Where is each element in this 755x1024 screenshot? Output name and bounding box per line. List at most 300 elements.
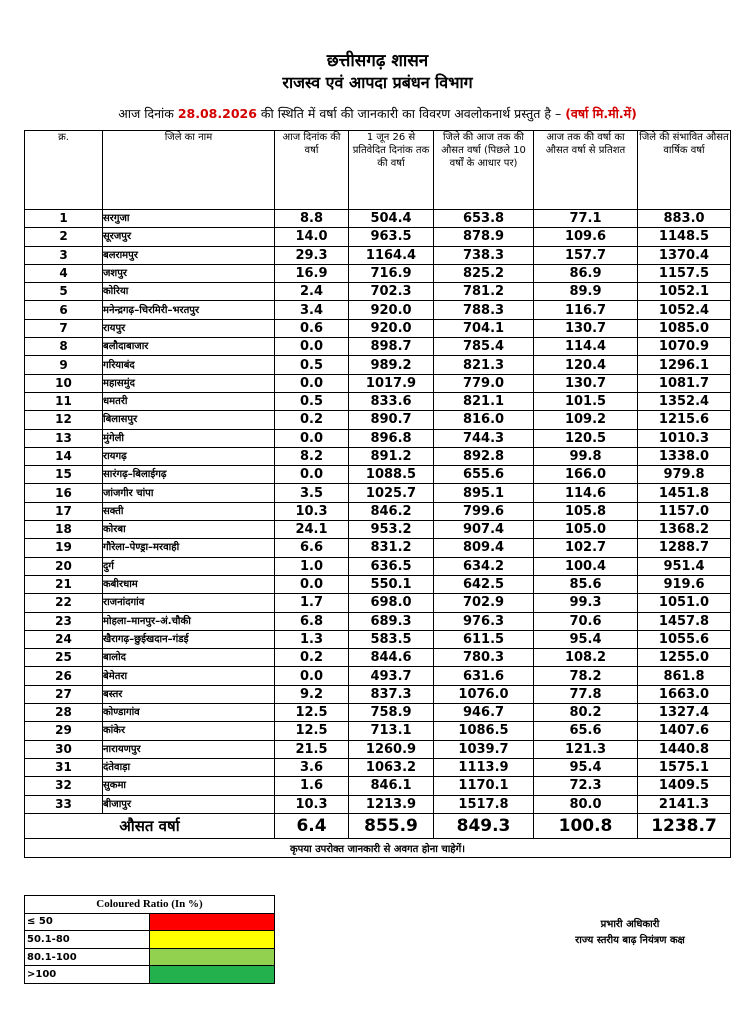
value-cell: 689.3 xyxy=(349,612,434,630)
value-cell: 1.0 xyxy=(275,557,349,575)
value-cell: 78.2 xyxy=(534,667,638,685)
value-cell: 114.6 xyxy=(534,484,638,502)
serial-cell: 10 xyxy=(25,374,103,392)
value-cell: 1407.6 xyxy=(638,722,731,740)
serial-cell: 31 xyxy=(25,758,103,776)
value-cell: 895.1 xyxy=(434,484,534,502)
value-cell: 108.2 xyxy=(534,649,638,667)
district-name-cell: गौरेला–पेण्ड्रा–मरवाही xyxy=(103,539,275,557)
value-cell: 1296.1 xyxy=(638,356,731,374)
value-cell: 738.3 xyxy=(434,246,534,264)
value-cell: 989.2 xyxy=(349,356,434,374)
page-title: छत्तीसगढ़ शासन xyxy=(326,51,429,71)
value-cell: 1.3 xyxy=(275,630,349,648)
value-cell: 0.0 xyxy=(275,338,349,356)
legend-swatch xyxy=(150,948,275,966)
value-cell: 105.0 xyxy=(534,521,638,539)
value-cell: 833.6 xyxy=(349,392,434,410)
value-cell: 821.3 xyxy=(434,356,534,374)
value-cell: 1170.1 xyxy=(434,777,534,795)
district-name-cell: गरियाबंद xyxy=(103,356,275,374)
value-cell: 844.6 xyxy=(349,649,434,667)
table-body xyxy=(25,210,731,858)
value-cell: 77.1 xyxy=(534,210,638,228)
unit-label: (वर्षा मि.मी.में) xyxy=(565,106,637,121)
value-cell: 3.6 xyxy=(275,758,349,776)
value-cell: 799.6 xyxy=(434,502,534,520)
district-name-cell: मोहला–मानपुर–अं.चौकी xyxy=(103,612,275,630)
value-cell: 114.4 xyxy=(534,338,638,356)
value-cell: 780.3 xyxy=(434,649,534,667)
district-name-cell: बालोद xyxy=(103,649,275,667)
table-row xyxy=(25,466,731,484)
serial-cell: 7 xyxy=(25,319,103,337)
serial-cell: 19 xyxy=(25,539,103,557)
legend-swatch xyxy=(150,913,275,931)
serial-cell: 23 xyxy=(25,612,103,630)
average-row xyxy=(25,813,731,838)
column-header: जिले की आज तक की औसत वर्षा (पिछले 10 वर्षों के आधार पर) xyxy=(434,131,534,210)
department-title: राजस्व एवं आपदा प्रबंधन विभाग xyxy=(282,73,473,92)
note-row xyxy=(25,838,731,857)
value-cell: 831.2 xyxy=(349,539,434,557)
value-cell: 1055.6 xyxy=(638,630,731,648)
subline-suffix: की स्थिति में वर्षा की जानकारी का विवरण अवलोकनार्थ प्रस्तुत है – xyxy=(256,106,566,121)
value-cell: 12.5 xyxy=(275,704,349,722)
value-cell: 920.0 xyxy=(349,301,434,319)
legend-item xyxy=(25,948,275,966)
value-cell: 1017.9 xyxy=(349,374,434,392)
value-cell: 89.9 xyxy=(534,283,638,301)
value-cell: 3.5 xyxy=(275,484,349,502)
value-cell: 946.7 xyxy=(434,704,534,722)
district-name-cell: खैरागढ़–छुईखदान–गंडई xyxy=(103,630,275,648)
report-subline xyxy=(0,105,755,122)
district-name-cell: बलरामपुर xyxy=(103,246,275,264)
district-name-cell: बलौदाबाजार xyxy=(103,338,275,356)
value-cell: 891.2 xyxy=(349,447,434,465)
district-name-cell: रायगढ़ xyxy=(103,447,275,465)
table-row xyxy=(25,704,731,722)
value-cell: 583.5 xyxy=(349,630,434,648)
value-cell: 0.0 xyxy=(275,575,349,593)
value-cell: 788.3 xyxy=(434,301,534,319)
value-cell: 65.6 xyxy=(534,722,638,740)
value-cell: 1088.5 xyxy=(349,466,434,484)
table-row xyxy=(25,539,731,557)
legend-header xyxy=(25,896,275,914)
table-row xyxy=(25,484,731,502)
value-cell: 72.3 xyxy=(534,777,638,795)
value-cell: 157.7 xyxy=(534,246,638,264)
average-value: 855.9 xyxy=(349,813,434,838)
average-label: औसत वर्षा xyxy=(25,813,275,838)
district-name-cell: कबीरधाम xyxy=(103,575,275,593)
value-cell: 1148.5 xyxy=(638,228,731,246)
value-cell: 846.2 xyxy=(349,502,434,520)
table-row xyxy=(25,319,731,337)
value-cell: 1409.5 xyxy=(638,777,731,795)
value-cell: 6.8 xyxy=(275,612,349,630)
value-cell: 953.2 xyxy=(349,521,434,539)
table-row xyxy=(25,777,731,795)
colour-legend xyxy=(24,895,275,984)
note-text: कृपया उपरोक्त जानकारी से अवगत होना चाहेगें। xyxy=(25,838,731,857)
value-cell: 698.0 xyxy=(349,594,434,612)
district-name-cell: सूरजपुर xyxy=(103,228,275,246)
value-cell: 77.8 xyxy=(534,685,638,703)
value-cell: 29.3 xyxy=(275,246,349,264)
table-row xyxy=(25,411,731,429)
value-cell: 744.3 xyxy=(434,429,534,447)
value-cell: 1052.1 xyxy=(638,283,731,301)
value-cell: 1368.2 xyxy=(638,521,731,539)
district-name-cell: सरगुजा xyxy=(103,210,275,228)
legend-label: 80.1-100 xyxy=(25,948,150,966)
subline-prefix: आज दिनांक xyxy=(118,106,178,121)
column-header: क्र. xyxy=(25,131,103,210)
value-cell: 631.6 xyxy=(434,667,534,685)
value-cell: 1157.0 xyxy=(638,502,731,520)
value-cell: 86.9 xyxy=(534,264,638,282)
district-name-cell: कोरबा xyxy=(103,521,275,539)
value-cell: 102.7 xyxy=(534,539,638,557)
district-name-cell: बस्तर xyxy=(103,685,275,703)
value-cell: 919.6 xyxy=(638,575,731,593)
value-cell: 1451.8 xyxy=(638,484,731,502)
serial-cell: 25 xyxy=(25,649,103,667)
legend-item xyxy=(25,931,275,949)
district-name-cell: सक्ती xyxy=(103,502,275,520)
value-cell: 100.4 xyxy=(534,557,638,575)
value-cell: 1.7 xyxy=(275,594,349,612)
average-value: 849.3 xyxy=(434,813,534,838)
value-cell: 890.7 xyxy=(349,411,434,429)
value-cell: 1039.7 xyxy=(434,740,534,758)
value-cell: 702.9 xyxy=(434,594,534,612)
table-row xyxy=(25,758,731,776)
table-row xyxy=(25,301,731,319)
value-cell: 550.1 xyxy=(349,575,434,593)
legend-item xyxy=(25,913,275,931)
table-row xyxy=(25,630,731,648)
serial-cell: 33 xyxy=(25,795,103,813)
district-name-cell: कोरिया xyxy=(103,283,275,301)
value-cell: 1063.2 xyxy=(349,758,434,776)
serial-cell: 26 xyxy=(25,667,103,685)
table-row xyxy=(25,594,731,612)
value-cell: 8.8 xyxy=(275,210,349,228)
serial-cell: 16 xyxy=(25,484,103,502)
district-name-cell: बिलासपुर xyxy=(103,411,275,429)
value-cell: 809.4 xyxy=(434,539,534,557)
serial-cell: 24 xyxy=(25,630,103,648)
average-value: 1238.7 xyxy=(638,813,731,838)
value-cell: 642.5 xyxy=(434,575,534,593)
value-cell: 10.3 xyxy=(275,795,349,813)
serial-cell: 18 xyxy=(25,521,103,539)
legend-label: 50.1-80 xyxy=(25,931,150,949)
value-cell: 0.0 xyxy=(275,667,349,685)
district-name-cell: मनेन्द्रगढ़–चिरमिरी–भरतपुर xyxy=(103,301,275,319)
value-cell: 1076.0 xyxy=(434,685,534,703)
table-row xyxy=(25,228,731,246)
table-row xyxy=(25,283,731,301)
value-cell: 1025.7 xyxy=(349,484,434,502)
value-cell: 0.0 xyxy=(275,429,349,447)
value-cell: 920.0 xyxy=(349,319,434,337)
value-cell: 892.8 xyxy=(434,447,534,465)
column-header: जिले का नाम xyxy=(103,131,275,210)
table-row xyxy=(25,447,731,465)
value-cell: 2.4 xyxy=(275,283,349,301)
value-cell: 1440.8 xyxy=(638,740,731,758)
table-row xyxy=(25,575,731,593)
average-value: 6.4 xyxy=(275,813,349,838)
value-cell: 121.3 xyxy=(534,740,638,758)
table-row xyxy=(25,338,731,356)
value-cell: 896.8 xyxy=(349,429,434,447)
value-cell: 821.1 xyxy=(434,392,534,410)
value-cell: 1338.0 xyxy=(638,447,731,465)
column-header: 1 जून 26 से प्रतिवेदित दिनांक तक की वर्षा xyxy=(349,131,434,210)
table-row xyxy=(25,210,731,228)
value-cell: 70.6 xyxy=(534,612,638,630)
serial-cell: 21 xyxy=(25,575,103,593)
serial-cell: 13 xyxy=(25,429,103,447)
value-cell: 2141.3 xyxy=(638,795,731,813)
serial-cell: 9 xyxy=(25,356,103,374)
serial-cell: 14 xyxy=(25,447,103,465)
district-name-cell: राजनांदगांव xyxy=(103,594,275,612)
table-row xyxy=(25,557,731,575)
value-cell: 837.3 xyxy=(349,685,434,703)
value-cell: 1157.5 xyxy=(638,264,731,282)
value-cell: 0.5 xyxy=(275,392,349,410)
value-cell: 655.6 xyxy=(434,466,534,484)
value-cell: 1086.5 xyxy=(434,722,534,740)
column-header: आज तक की वर्षा का औसत वर्षा से प्रतिशत xyxy=(534,131,638,210)
value-cell: 716.9 xyxy=(349,264,434,282)
value-cell: 1.6 xyxy=(275,777,349,795)
value-cell: 105.8 xyxy=(534,502,638,520)
table-row xyxy=(25,722,731,740)
value-cell: 12.5 xyxy=(275,722,349,740)
value-cell: 634.2 xyxy=(434,557,534,575)
district-name-cell: बीजापुर xyxy=(103,795,275,813)
average-value: 100.8 xyxy=(534,813,638,838)
value-cell: 130.7 xyxy=(534,319,638,337)
table-row xyxy=(25,374,731,392)
serial-cell: 15 xyxy=(25,466,103,484)
value-cell: 1575.1 xyxy=(638,758,731,776)
table-row xyxy=(25,356,731,374)
district-name-cell: कोण्डागांव xyxy=(103,704,275,722)
district-name-cell: जांजगीर चांपा xyxy=(103,484,275,502)
value-cell: 166.0 xyxy=(534,466,638,484)
district-name-cell: जशपुर xyxy=(103,264,275,282)
value-cell: 979.8 xyxy=(638,466,731,484)
value-cell: 1081.7 xyxy=(638,374,731,392)
value-cell: 1215.6 xyxy=(638,411,731,429)
value-cell: 713.1 xyxy=(349,722,434,740)
value-cell: 120.4 xyxy=(534,356,638,374)
value-cell: 636.5 xyxy=(349,557,434,575)
value-cell: 8.2 xyxy=(275,447,349,465)
district-name-cell: नारायणपुर xyxy=(103,740,275,758)
value-cell: 1164.4 xyxy=(349,246,434,264)
legend-item xyxy=(25,966,275,984)
value-cell: 10.3 xyxy=(275,502,349,520)
serial-cell: 5 xyxy=(25,283,103,301)
value-cell: 14.0 xyxy=(275,228,349,246)
value-cell: 779.0 xyxy=(434,374,534,392)
serial-cell: 20 xyxy=(25,557,103,575)
value-cell: 781.2 xyxy=(434,283,534,301)
table-row xyxy=(25,740,731,758)
column-header: आज दिनांक की वर्षा xyxy=(275,131,349,210)
value-cell: 3.4 xyxy=(275,301,349,319)
district-name-cell: मुंगेली xyxy=(103,429,275,447)
table-header-row xyxy=(25,131,731,210)
table-row xyxy=(25,795,731,813)
value-cell: 0.5 xyxy=(275,356,349,374)
value-cell: 1085.0 xyxy=(638,319,731,337)
value-cell: 816.0 xyxy=(434,411,534,429)
value-cell: 0.2 xyxy=(275,649,349,667)
signature-title: प्रभारी अधिकारी xyxy=(600,919,660,930)
serial-cell: 22 xyxy=(25,594,103,612)
value-cell: 1352.4 xyxy=(638,392,731,410)
value-cell: 109.6 xyxy=(534,228,638,246)
table-row xyxy=(25,649,731,667)
value-cell: 1370.4 xyxy=(638,246,731,264)
value-cell: 1260.9 xyxy=(349,740,434,758)
value-cell: 116.7 xyxy=(534,301,638,319)
district-name-cell: रायपुर xyxy=(103,319,275,337)
value-cell: 80.2 xyxy=(534,704,638,722)
value-cell: 878.9 xyxy=(434,228,534,246)
value-cell: 907.4 xyxy=(434,521,534,539)
table-row xyxy=(25,667,731,685)
value-cell: 861.8 xyxy=(638,667,731,685)
legend-label: >100 xyxy=(25,966,150,984)
value-cell: 1113.9 xyxy=(434,758,534,776)
legend-swatch xyxy=(150,966,275,984)
value-cell: 1457.8 xyxy=(638,612,731,630)
value-cell: 99.8 xyxy=(534,447,638,465)
legend-label: ≤ 50 xyxy=(25,913,150,931)
value-cell: 16.9 xyxy=(275,264,349,282)
value-cell: 120.5 xyxy=(534,429,638,447)
value-cell: 1517.8 xyxy=(434,795,534,813)
value-cell: 1288.7 xyxy=(638,539,731,557)
value-cell: 653.8 xyxy=(434,210,534,228)
table-row xyxy=(25,392,731,410)
value-cell: 611.5 xyxy=(434,630,534,648)
value-cell: 963.5 xyxy=(349,228,434,246)
district-name-cell: कांकेर xyxy=(103,722,275,740)
value-cell: 758.9 xyxy=(349,704,434,722)
value-cell: 898.7 xyxy=(349,338,434,356)
value-cell: 951.4 xyxy=(638,557,731,575)
value-cell: 1070.9 xyxy=(638,338,731,356)
value-cell: 1051.0 xyxy=(638,594,731,612)
signature-office: राज्य स्तरीय बाढ़ नियंत्रण कक्ष xyxy=(575,935,685,946)
value-cell: 704.1 xyxy=(434,319,534,337)
serial-cell: 17 xyxy=(25,502,103,520)
district-name-cell: सुकमा xyxy=(103,777,275,795)
value-cell: 976.3 xyxy=(434,612,534,630)
value-cell: 95.4 xyxy=(534,630,638,648)
value-cell: 702.3 xyxy=(349,283,434,301)
value-cell: 0.6 xyxy=(275,319,349,337)
value-cell: 1663.0 xyxy=(638,685,731,703)
serial-cell: 4 xyxy=(25,264,103,282)
district-name-cell: धमतरी xyxy=(103,392,275,410)
value-cell: 504.4 xyxy=(349,210,434,228)
value-cell: 493.7 xyxy=(349,667,434,685)
serial-cell: 1 xyxy=(25,210,103,228)
table-row xyxy=(25,429,731,447)
value-cell: 9.2 xyxy=(275,685,349,703)
serial-cell: 28 xyxy=(25,704,103,722)
district-name-cell: महासमुंद xyxy=(103,374,275,392)
value-cell: 80.0 xyxy=(534,795,638,813)
value-cell: 95.4 xyxy=(534,758,638,776)
value-cell: 883.0 xyxy=(638,210,731,228)
serial-cell: 11 xyxy=(25,392,103,410)
legend-swatch xyxy=(150,931,275,949)
value-cell: 1327.4 xyxy=(638,704,731,722)
legend-title: Coloured Ratio (In %) xyxy=(25,896,275,914)
rainfall-table xyxy=(24,130,731,858)
table-row xyxy=(25,246,731,264)
district-name-cell: सारंगढ़–बिलाईगढ़ xyxy=(103,466,275,484)
value-cell: 85.6 xyxy=(534,575,638,593)
table-row xyxy=(25,612,731,630)
serial-cell: 6 xyxy=(25,301,103,319)
district-name-cell: दंतेवाड़ा xyxy=(103,758,275,776)
table-row xyxy=(25,521,731,539)
serial-cell: 2 xyxy=(25,228,103,246)
serial-cell: 8 xyxy=(25,338,103,356)
value-cell: 1213.9 xyxy=(349,795,434,813)
table-row xyxy=(25,264,731,282)
signature-block xyxy=(545,917,715,949)
serial-cell: 29 xyxy=(25,722,103,740)
value-cell: 130.7 xyxy=(534,374,638,392)
value-cell: 0.0 xyxy=(275,466,349,484)
district-name-cell: बेमेतरा xyxy=(103,667,275,685)
serial-cell: 3 xyxy=(25,246,103,264)
value-cell: 101.5 xyxy=(534,392,638,410)
value-cell: 1052.4 xyxy=(638,301,731,319)
value-cell: 21.5 xyxy=(275,740,349,758)
district-name-cell: दुर्ग xyxy=(103,557,275,575)
table-row xyxy=(25,685,731,703)
value-cell: 6.6 xyxy=(275,539,349,557)
value-cell: 1255.0 xyxy=(638,649,731,667)
report-date: 28.08.2026 xyxy=(177,106,257,121)
value-cell: 785.4 xyxy=(434,338,534,356)
serial-cell: 12 xyxy=(25,411,103,429)
column-header: जिले की संभावित औसत वार्षिक वर्षा xyxy=(638,131,731,210)
serial-cell: 27 xyxy=(25,685,103,703)
value-cell: 1010.3 xyxy=(638,429,731,447)
value-cell: 109.2 xyxy=(534,411,638,429)
value-cell: 846.1 xyxy=(349,777,434,795)
